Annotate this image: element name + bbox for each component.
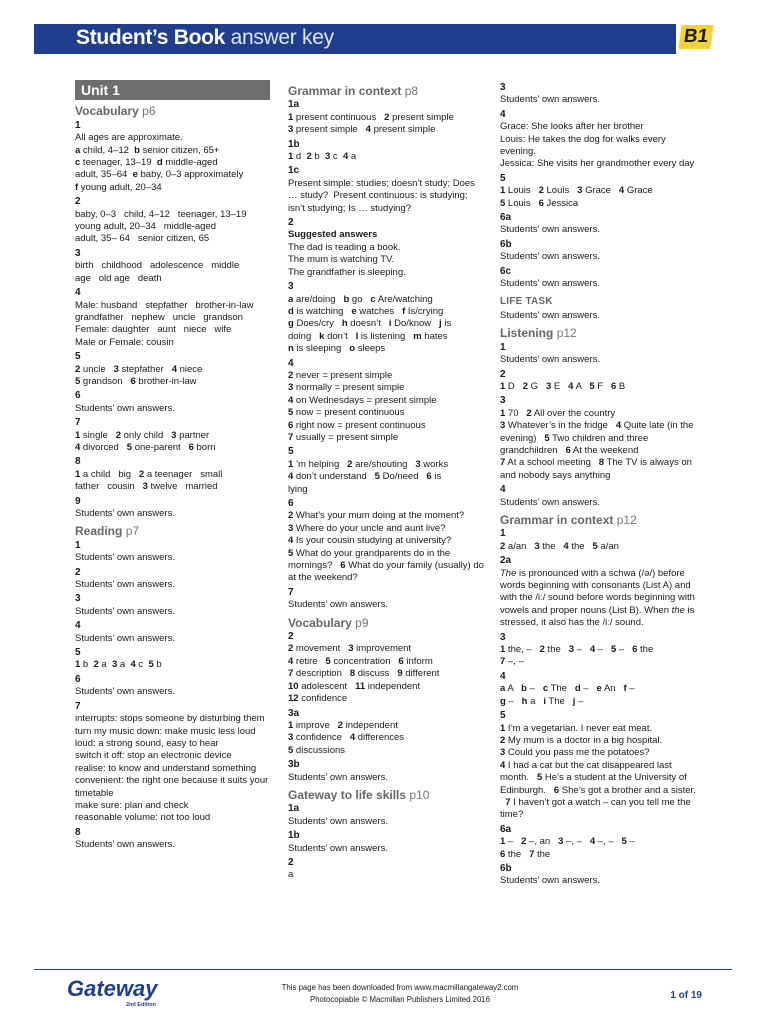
question-number: 8 xyxy=(75,826,81,838)
page-number: 1 of 19 xyxy=(670,990,702,1001)
answer-line: 2 a/an 3 the 4 the 5 a/an xyxy=(500,540,619,552)
answer-line: n is sleeping o sleeps xyxy=(288,343,386,355)
question-number: 5 xyxy=(75,647,81,659)
section-page: p7 xyxy=(125,524,140,539)
answer-line: Students’ own answers. xyxy=(75,402,175,414)
question-number: 6 xyxy=(288,498,294,509)
answer-line: The is pronounced with a schwa (/ə/) before words beginning with consonants (List A) and with the /iː/ sound before words beginning with vowels and proper nouns (List B). When the is stressed, it also has the /iː/ sound. xyxy=(500,567,695,629)
answer-line: 1 ’m helping 2 are/shouting 3 works xyxy=(288,458,449,470)
answer-line: birth childhood adolescence middle xyxy=(75,260,240,272)
answer-line: realise: to know and understand something xyxy=(75,762,257,774)
section-page: p12 xyxy=(556,326,577,341)
answer-line: young adult, 20–34 middle-aged xyxy=(75,221,217,233)
title-main: Student’s Book xyxy=(76,26,226,49)
answer-line: 4 don’t understand 5 Do/need 6 is xyxy=(288,471,442,483)
answer-line: Students’ own answers. xyxy=(500,94,600,106)
answer-line: d is watching e watches f Is/crying xyxy=(288,305,444,317)
question-number: 2 xyxy=(288,217,294,229)
answer-line: 3 confidence 4 differences xyxy=(288,732,405,744)
question-number: 3 xyxy=(500,82,506,93)
answer-line: 1 I’m a vegetarian. I never eat meat. xyxy=(500,722,653,734)
answer-line: Students’ own answers. xyxy=(500,875,600,887)
answer-line: 7 usually = present simple xyxy=(288,431,399,443)
question-number: 2 xyxy=(500,368,506,380)
answer-line: doing k don’t l is listening m hates xyxy=(288,330,448,342)
level-badge xyxy=(676,24,732,54)
answer-line: Students’ own answers. xyxy=(288,842,388,854)
answer-line: age old age death xyxy=(75,272,162,284)
answer-line: 5 What do your grandparents do in the mornings? 6 What do your family (usually) do at the weekend? xyxy=(288,547,484,584)
answer-line: f young adult, 20–34 xyxy=(75,181,162,193)
question-number: 4 xyxy=(75,620,81,632)
answer-line: 1 improve 2 independent xyxy=(288,719,398,731)
section-title: Listening xyxy=(500,326,554,341)
answer-line: Jessica: She visits her grandmother every day xyxy=(500,158,695,170)
answer-line: a xyxy=(288,869,294,881)
section-heading: LIFE TASK xyxy=(500,295,553,307)
answer-line: 7 At a school meeting 8 The TV is always on and nobody says anything xyxy=(500,457,692,481)
question-number: 2 xyxy=(75,196,81,208)
answer-line: 1 D 2 G 3 E 4 A 5 F 6 B xyxy=(500,380,626,392)
answer-line: interrupts: stops someone by disturbing them xyxy=(75,713,265,725)
answer-line: 3 normally = present simple xyxy=(288,382,405,394)
question-number: 7 xyxy=(288,586,294,598)
answer-line: 1 70 2 All over the country xyxy=(500,407,616,419)
answer-line: 7 –, – xyxy=(500,656,524,668)
answer-line: 5 Louis 6 Jessica xyxy=(500,197,579,209)
question-number: 9 xyxy=(75,495,81,507)
question-number: 6a xyxy=(500,212,512,224)
question-number: 2 xyxy=(288,631,294,643)
question-number: 8 xyxy=(75,456,81,468)
answer-line: 6 right now = present continuous xyxy=(288,419,426,431)
question-number: 4 xyxy=(288,357,294,369)
answer-line: g – h a i The j – xyxy=(500,695,584,707)
answer-line: reasonable volume: not too loud xyxy=(75,812,211,824)
section-title: Vocabulary xyxy=(288,615,352,630)
answer-line: 2 My mum is a doctor in a big hospital. xyxy=(500,734,663,746)
answer-line: 2 What’s your mum doing at the moment? xyxy=(288,510,465,522)
answer-line: 1 present continuous 2 present simple xyxy=(288,111,454,123)
column-1 xyxy=(75,80,270,852)
answer-line: Students’ own answers. xyxy=(75,508,175,519)
question-number: 1 xyxy=(500,341,506,353)
answer-line: turn my music down: make music less loud xyxy=(75,725,256,737)
answer-line: 3 Could you pass me the potatoes? xyxy=(500,747,650,759)
question-number: 3 xyxy=(75,593,81,605)
answer-line: switch it off: stop an electronic device xyxy=(75,750,232,762)
section-heading xyxy=(288,85,484,97)
answer-line: Students’ own answers. xyxy=(75,552,175,564)
answer-line: lying xyxy=(288,483,308,495)
gateway-logo: Gateway xyxy=(67,976,158,1001)
question-number: 4 xyxy=(75,287,81,299)
section-title: Grammar in context xyxy=(288,84,402,98)
answer-line: make sure: plan and check xyxy=(75,799,189,811)
section-page: p12 xyxy=(616,513,637,527)
answer-line: Students’ own answers. xyxy=(500,278,600,290)
question-number: 5 xyxy=(288,446,294,458)
answer-line: 4 divorced 5 one-parent 6 born xyxy=(75,441,216,453)
question-number: 3 xyxy=(288,281,294,293)
answer-line: 12 confidence xyxy=(288,693,348,705)
question-number: 3 xyxy=(500,631,506,643)
section-title: Reading xyxy=(75,524,123,539)
answer-line: Students’ own answers. xyxy=(500,251,600,263)
answer-line: 3 present simple 4 present simple xyxy=(288,124,436,136)
section-title: Vocabulary xyxy=(75,104,139,119)
answer-line: Male or Female: cousin xyxy=(75,336,174,348)
answer-line: baby, 0–3 child, 4–12 teenager, 13–19 xyxy=(75,208,247,220)
suggested-answers-label: Suggested answers xyxy=(288,229,378,241)
question-number: 7 xyxy=(75,700,81,712)
answer-line: 1 Louis 2 Louis 3 Grace 4 Grace xyxy=(500,185,653,197)
section-page: p9 xyxy=(355,615,369,630)
question-number: 4 xyxy=(500,670,506,682)
answer-line: Present simple: studies; doesn’t study; Does … study? Present continuous: is studying; isn’t studying; Is … studying? xyxy=(288,177,475,214)
answer-line: 3 Whatever’s in the fridge 4 Quite late (in the evening) 5 Two children and three grandchildren 6 At the weekend xyxy=(500,420,694,456)
answer-line: 4 retire 5 concentration 6 inform xyxy=(288,655,433,667)
question-number: 6b xyxy=(500,862,512,874)
answer-line: 1 – 2 –, an 3 –, – 4 –, – 5 – xyxy=(500,836,635,848)
question-number: 6 xyxy=(75,390,81,402)
question-number: 1a xyxy=(288,803,300,815)
answer-line: Students’ own answers. xyxy=(288,771,388,783)
answer-line: 4 Is your cousin studying at university? xyxy=(288,535,452,547)
answer-line: adult, 35–64 e baby, 0–3 approximately xyxy=(75,169,244,181)
answer-line: 2 never = present simple xyxy=(288,369,393,381)
answer-line: grandfather nephew uncle grandson xyxy=(75,311,243,323)
answer-line: a child, 4–12 b senior citizen, 65+ xyxy=(75,144,220,156)
footer-divider xyxy=(34,969,732,970)
answer-line: 1 the, – 2 the 3 – 4 – 5 – 6 the xyxy=(500,644,654,656)
section-heading xyxy=(75,105,270,117)
question-number: 2a xyxy=(500,555,512,567)
question-number: 6 xyxy=(75,673,81,685)
question-number: 3 xyxy=(500,395,506,407)
answer-line: Students’ own answers. xyxy=(500,309,600,321)
answer-line: 5 grandson 6 brother-in-law xyxy=(75,375,197,387)
answer-line: Students’ own answers. xyxy=(288,815,388,827)
section-heading xyxy=(288,789,484,801)
answer-line: The grandfather is sleeping. xyxy=(288,266,406,278)
answer-line: c teenager, 13–19 d middle-aged xyxy=(75,157,218,169)
answer-line: Students’ own answers. xyxy=(75,632,175,644)
answer-line: Students’ own answers. xyxy=(75,686,175,698)
answer-line: father cousin 3 twelve married xyxy=(75,481,218,493)
header-banner xyxy=(34,24,732,54)
answer-line: 10 adolescent 11 independent xyxy=(288,680,421,692)
answer-line: Students’ own answers. xyxy=(75,579,175,591)
answer-line: Students’ own answers. xyxy=(500,354,600,366)
footer-copyright: Photocopiable © Macmillan Publishers Limited 2016 xyxy=(310,995,490,1004)
question-number: 5 xyxy=(500,710,506,722)
footer-text xyxy=(250,982,550,1006)
answer-line: 5 now = present continuous xyxy=(288,407,405,419)
level-label: B1 xyxy=(678,25,713,49)
question-number: 2 xyxy=(75,566,81,578)
answer-line: Male: husband stepfather brother-in-law xyxy=(75,299,254,311)
answer-line: The mum is watching TV. xyxy=(288,254,395,266)
answer-line: 7 description 8 discuss 9 different xyxy=(288,668,440,680)
answer-line: 6 the 7 the xyxy=(500,848,551,860)
footer-download-note: This page has been downloaded from www.macmillangateway2.com xyxy=(281,983,519,992)
question-number: 7 xyxy=(75,417,81,429)
answer-line: Female: daughter aunt niece wife xyxy=(75,324,232,336)
answer-line: 1 single 2 only child 3 partner xyxy=(75,429,210,441)
section-page: p10 xyxy=(409,787,430,802)
answer-line: adult, 35– 64 senior citizen, 65 xyxy=(75,233,210,245)
question-number: 4 xyxy=(500,484,506,496)
section-heading xyxy=(288,617,484,629)
answer-line: Students’ own answers. xyxy=(75,605,175,617)
answer-line: Students’ own answers. xyxy=(500,496,600,508)
question-number: 1 xyxy=(75,119,81,131)
section-title: Gateway to life skills xyxy=(288,787,407,802)
column-3 xyxy=(500,80,696,888)
question-number: 3b xyxy=(288,759,300,771)
answer-line: 1 b 2 a 3 a 4 c 5 b xyxy=(75,659,162,671)
answer-line: 5 discussions xyxy=(288,744,346,756)
section-heading xyxy=(75,525,270,537)
answer-line: a A b – c The d – e An f – xyxy=(500,683,635,695)
answer-line: Students’ own answers. xyxy=(75,839,175,851)
answer-line: a are/doing b go c Are/watching xyxy=(288,293,433,305)
section-heading xyxy=(500,327,696,339)
answer-line: 1 a child big 2 a teenager small xyxy=(75,468,223,480)
logo-edition: 2nd Edition xyxy=(126,1002,156,1008)
question-number: 6a xyxy=(500,823,512,835)
question-number: 1 xyxy=(75,539,81,551)
question-number: 5 xyxy=(75,351,81,363)
question-number: 5 xyxy=(500,172,506,184)
question-number: 4 xyxy=(500,108,506,120)
answer-line: 2 uncle 3 stepfather 4 niece xyxy=(75,363,203,375)
question-number: 3a xyxy=(288,707,300,719)
answer-line: The dad is reading a book. xyxy=(288,241,401,253)
answer-line: 4 I had a cat but the cat disappeared last month. 5 He’s a student at the University of Edinburgh. 6 She’s got a brother and a sister. 7 I haven’t got a watch – can you tell me the time? xyxy=(500,759,696,821)
answer-line: g Does/cry h doesn’t i Do/know j is xyxy=(288,318,452,330)
question-number: 6b xyxy=(500,238,512,250)
page-title xyxy=(76,26,334,50)
answer-line: Grace: She looks after her brother xyxy=(500,121,644,133)
question-number: 1c xyxy=(288,165,300,177)
question-number: 1b xyxy=(288,138,300,150)
answer-line: 1 d 2 b 3 c 4 a xyxy=(288,151,357,163)
question-number: 1a xyxy=(288,99,300,111)
answer-line: Students’ own answers. xyxy=(288,599,388,611)
question-number: 3 xyxy=(75,247,81,259)
unit-heading: Unit 1 xyxy=(75,80,270,100)
section-title: Grammar in context xyxy=(500,513,614,527)
question-number: 2 xyxy=(288,856,294,868)
section-heading xyxy=(500,514,696,526)
answer-line: Students’ own answers. xyxy=(500,224,600,236)
answer-line: 4 on Wednesdays = present simple xyxy=(288,394,437,406)
answer-line: loud: a strong sound, easy to hear xyxy=(75,737,219,749)
title-sub: answer key xyxy=(230,26,334,49)
answer-line: 2 movement 3 improvement xyxy=(288,643,412,655)
column-2 xyxy=(288,80,484,882)
section-page: p6 xyxy=(142,104,156,119)
answer-line: convenient: the right one because it suits your timetable xyxy=(75,775,269,799)
question-number: 6c xyxy=(500,265,512,277)
answer-line: 3 Where do your uncle and aunt live? xyxy=(288,522,446,534)
question-number: 1 xyxy=(500,528,506,540)
answer-line: All ages are approximate. xyxy=(75,132,183,144)
question-number: 1b xyxy=(288,830,300,842)
answer-line: Louis: He takes the dog for walks every evening. xyxy=(500,133,666,158)
section-page: p8 xyxy=(404,84,419,98)
